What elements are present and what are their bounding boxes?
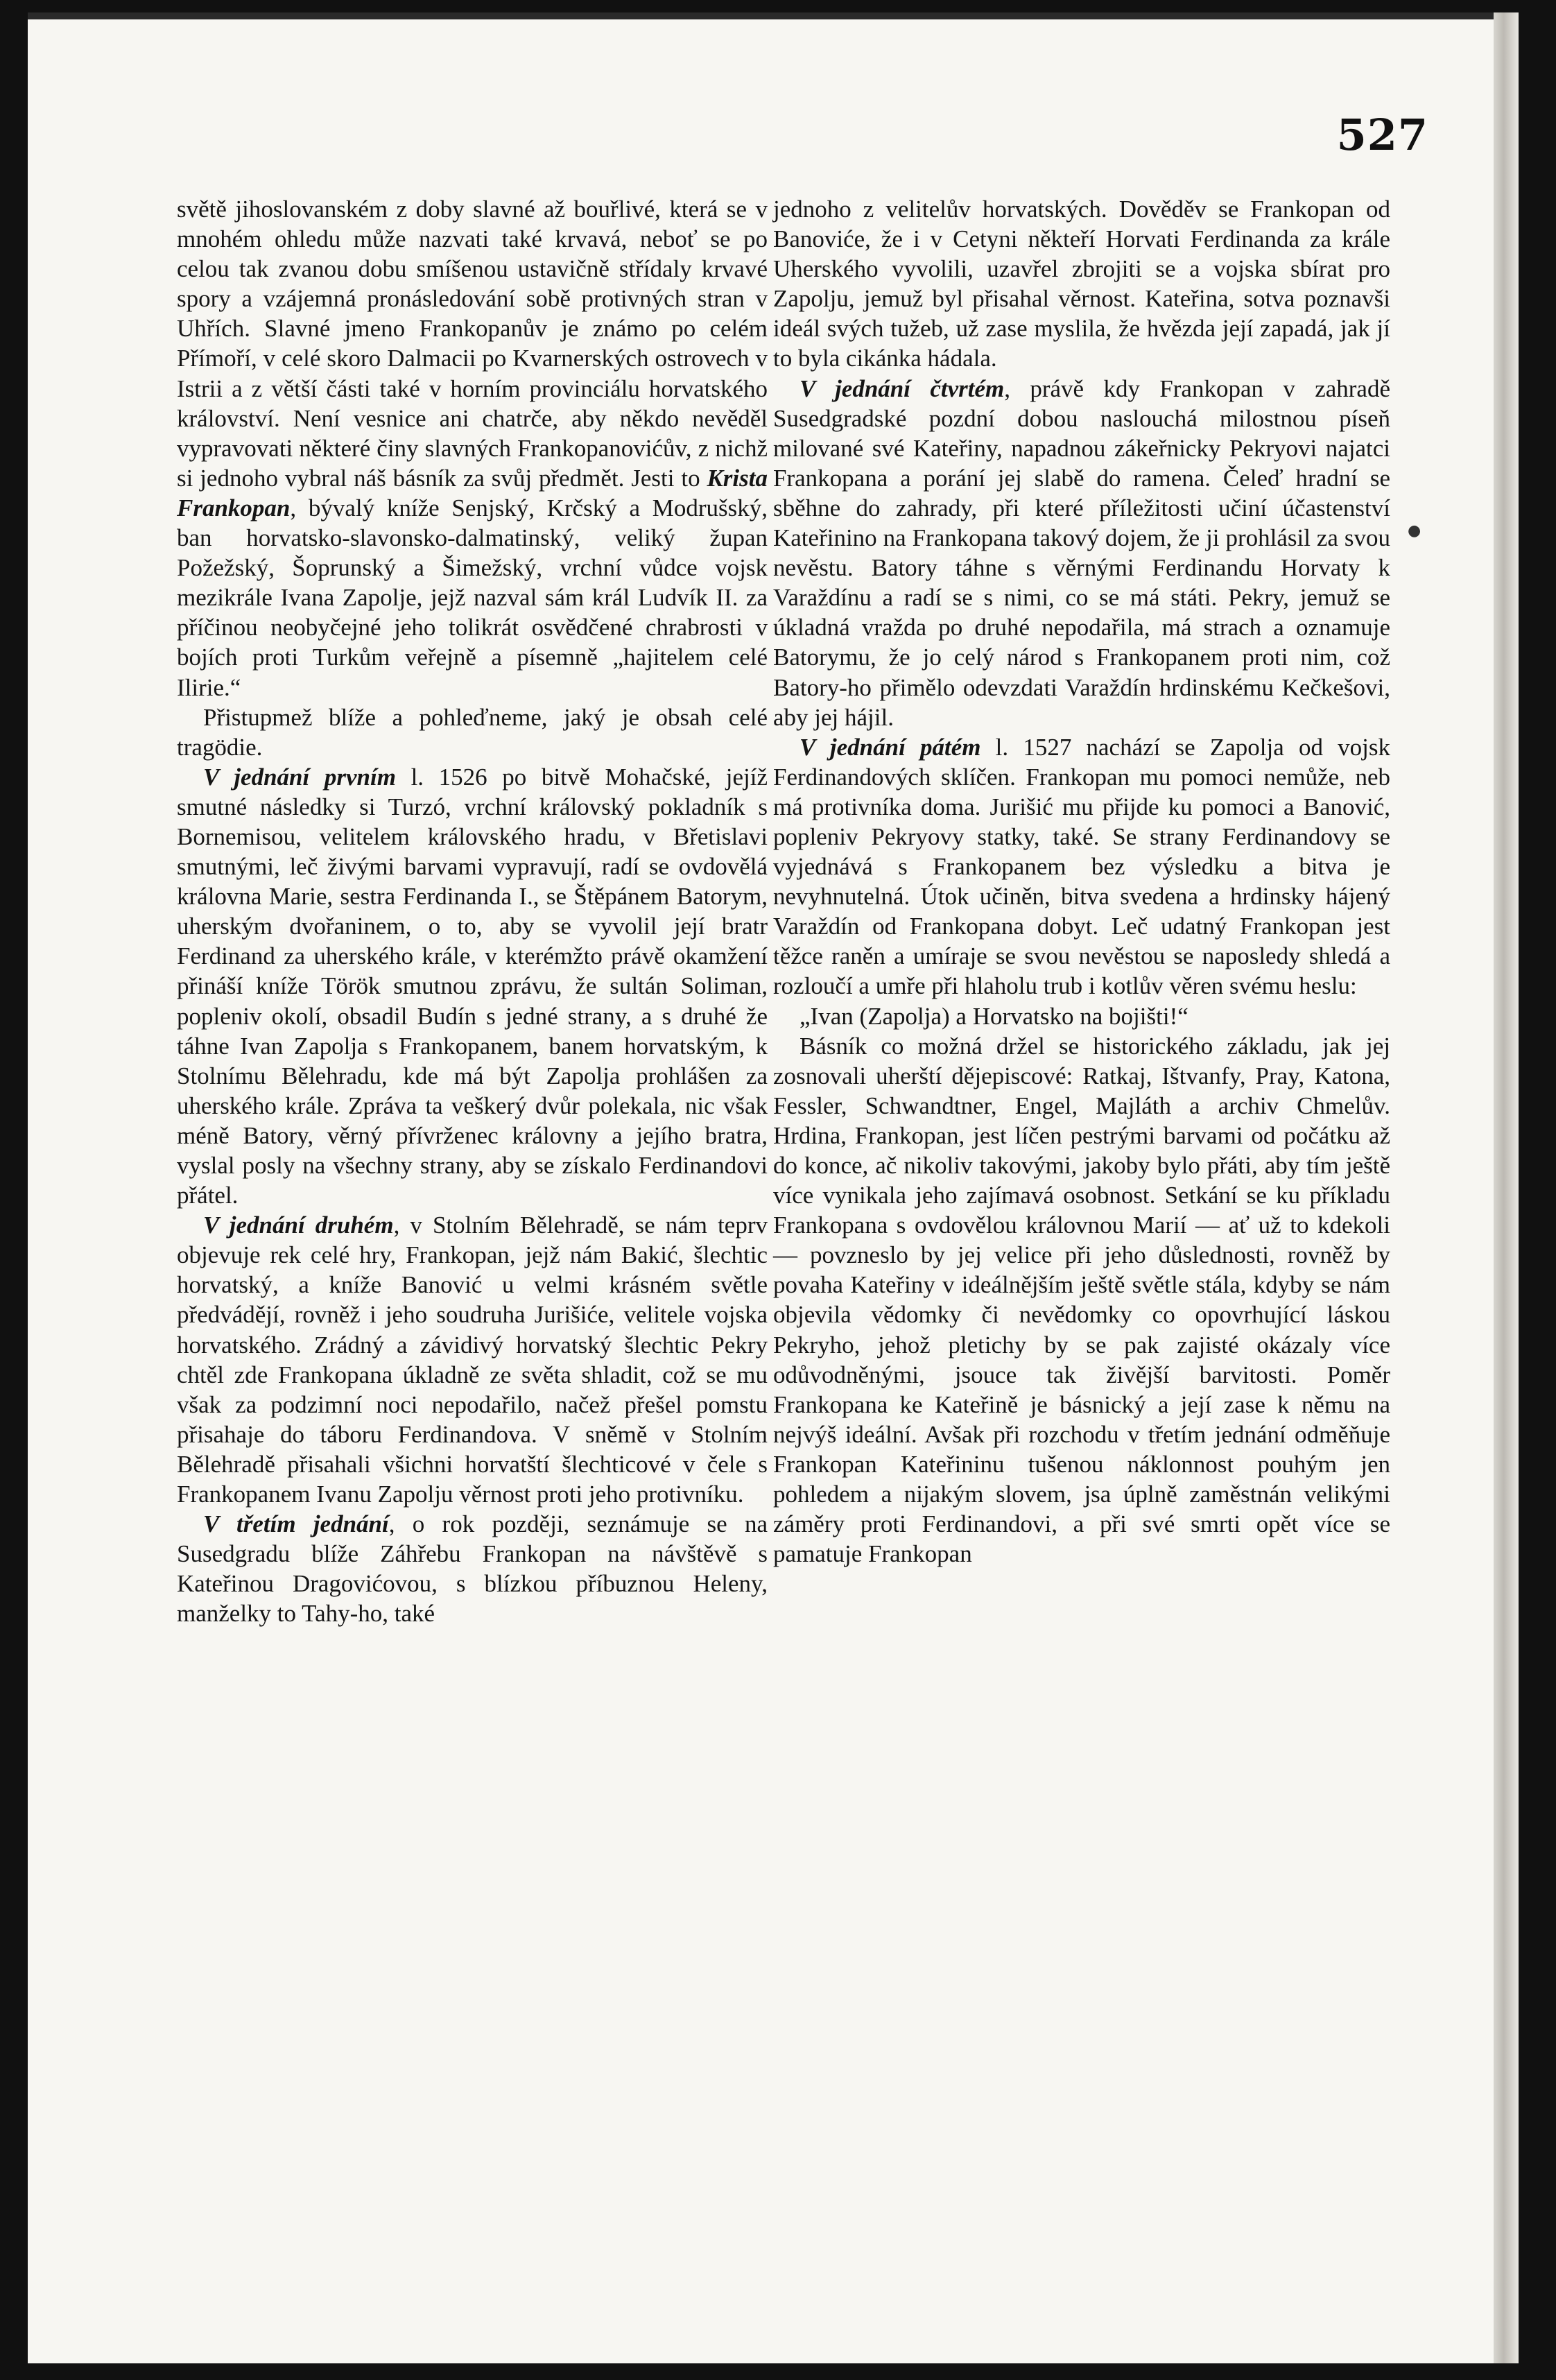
emphasis: Krista Frankopan	[177, 464, 768, 521]
paragraph: Básník co možná držel se historického základu, jak jej zosnovali uherští dějepiscové: Ratkaj, Ištvanfy, Pray, Katona, Fessler, Schwandtner, Engel, Majláth a archiv Chmelův. Hrdina, Frankopan, jest líčen pestrými barvami od počátku až do konce, ač nikoliv takovými, jakoby bylo přáti, aby tím ještě více vynikala jeho zajímavá osobnost. Setkání se ku příkladu Frankopana s ovdovělou královnou Marií — ať už to kdekoli — povzneslo by jej velice při jeho důslednosti, rovněž by povaha Kateřiny v ideálnějším ještě světle stála, kdyby se nám objevila vědomky či nevědomky co opovrhující láskou Pekryho, jehož pletichy by se pak zajisté okázaly více odůvodněnými, jsouce tak živější barvitosti. Poměr Frankopana ke Kateřině je básnický a její zase k němu na nejvýš ideální. Avšak při rozchodu v třetím jednání odměňuje Frankopan Kateřininu tušenou náklonnost pouhým jen pohledem a nijakým slovem, jsa úplně zaměstnán velikými záměry proti Ferdinandovi, a při své smrti opět více se pamatuje Frankopan	[773, 1032, 1390, 1568]
paragraph: V třetím jednání, o rok později, seznámuje se na Susedgradu blíže Záhřebu Frankopan na návštěvě s Kateřinou Dragovićovou, s blízkou příbuznou Heleny, manželky to Tahy-ho, také	[177, 1510, 768, 1628]
act-heading: V jednání čtvrtém	[799, 374, 1005, 402]
paragraph: V jednání čtvrtém, právě kdy Frankopan v zahradě Susedgradské pozdní dobou naslouchá milostnou píseň milované své Kateřiny, napadnou zákeřnicky Pekryovi najatci Frankopana a porání jej slabě do ramena. Čeleď hradní se sběhne do zahrady, při které příležitosti učiní účastenství Kateřinino na Frankopana takový dojem, že ji prohlásil za svou nevěstu. Batory táhne s věrnými Ferdinandu Horvaty k Varaždínu a radí se s nimi, co se má státi. Pekry, jemuž se úkladná vražda po druhé nepodařila, má strach a oznamuje Batorymu, že jo celý národ s Frankopanem proti nim, což Batory-ho přimělo odevzdati Varaždín hrdinskému Kečkešovi, aby jej hájil.	[773, 374, 1390, 731]
left-column	[177, 194, 768, 1629]
right-column	[773, 194, 1390, 1569]
print-speck: ●	[1408, 522, 1421, 540]
paragraph: jednoho z velitelův horvatských. Dověděv se Frankopan od Banoviće, že i v Cetyni někteří Horvati Ferdinanda za krále Uherského vyvolili, uzavřel zbrojiti se a vojska sbírat pro Zapolju, jemuž byl přisahal věrnost. Kateřina, sotva poznavši ideál svých tužeb, už zase myslila, že hvězda její zapadá, jak jí to byla cikánka hádala.	[773, 196, 1390, 372]
page-top-edge	[28, 12, 1519, 19]
quote-line: „Ivan (Zapolja) a Horvatsko na bojišti!“	[799, 1002, 1188, 1030]
act-heading: V třetím jednání	[203, 1510, 389, 1538]
page-binding-edge	[1494, 12, 1519, 2363]
paragraph: světě jihoslovanském z doby slavné až bouřlivé, která se v mnohém ohledu může nazvati také krvavá, neboť se po celou tak zvanou dobu smíšenou ustavičně střídaly krvavé spory a vzájemná pronásledování sobě protivných stran v Uhřích. Slavné jmeno Frankopanův je známo po celém Přímoří, v celé skoro Dalmacii po Kvarnerských ostrovech v Istrii a z větší části také v horním provinciálu horvatského království. Není vesnice ani chatrče, aby někdo nevěděl vypravovati některé činy slavných Frankopanovićův, z nichž si jednoho vybral náš básník za svůj předmět. Jesti to Krista Frankopan, bývalý kníže Senjský, Krčský a Modrušský, ban horvatsko-slavonsko-dalmatinský, veliký župan Požežský, Šoprunský a Šimežský, vrchní vůdce vojsk mezikrále Ivana Zapolje, jejž nazval sám král Ludvík II. za příčinou neobyčejné jeho tolikrát osvědčené chrabrosti v bojích proti Turkům veřejně a písemně „hajitelem celé Ilirie.“	[177, 196, 768, 701]
paragraph: V jednání pátém l. 1527 nachází se Zapolja od vojsk Ferdinandových sklíčen. Frankopan mu pomoci nemůže, neb má protivníka doma. Jurišić mu přijde ku pomoci a Banović, popleniv Pekryovy statky, také. Se strany Ferdinandovy se vyjednává s Frankopanem bez výsledku a bitva je nevyhnutelná. Útok učiněn, bitva svedena a hrdinsky hájený Varaždín od Frankopana dobyt. Leč udatný Frankopan jest těžce raněn a umíraje se svou nevěstou se naposledy shledá a rozloučí a umře při hlaholu trub i kotlův věren svému heslu:	[773, 733, 1391, 1000]
paragraph: V jednání prvním l. 1526 po bitvě Mohačské, jejíž smutné následky si Turzó, vrchní královský pokladník s Bornemisou, velitelem královského hradu, v Břetislavi smutnými, leč živými barvami vypravují, radí se ovdovělá královna Marie, sestra Ferdinanda I., se Štěpánem Batorym, uherským dvořaninem, o to, aby se vyvolil její bratr Ferdinand za uherského krále, v kterémžto právě okamžení přináší kníže Török smutnou zprávu, že sultán Soliman, popleniv okolí, obsadil Budín s jedné strany, a s druhé že táhne Ivan Zapolja s Frankopanem, banem horvatským, k Stolnímu Bělehradu, kde má být Zapolja prohlášen za uherského krále. Zpráva ta veškerý dvůr polekala, nic však méně Batory, věrný přívrženec královny a jejího bratra, vyslal posly na všechny strany, aby se získalo Ferdinandovi přátel.	[177, 763, 768, 1209]
act-heading: V jednání prvním	[203, 763, 396, 791]
page-number: 527	[1336, 110, 1428, 160]
book-page	[28, 12, 1519, 2363]
paragraph: Přistupmež blíže a pohleďneme, jaký je obsah celé tragödie.	[177, 703, 768, 761]
paragraph: V jednání druhém, v Stolním Bělehradě, se nám teprv objevuje rek celé hry, Frankopan, jejž nám Bakić, šlechtic horvatský, a kníže Banović u velmi krásném světle předvádějí, rovněž i jeho soudruha Jurišiće, velitele vojska horvatského. Zrádný a závidivý horvatský šlechtic Pekry chtěl zde Frankopana úkladně ze světa shladit, což se mu však za podzimní noci nepodařilo, načež přešel pomstu přisahaje do táboru Ferdinandova. V sněmě v Stolním Bělehradě přisahali všichni horvatští šlechticové v čele s Frankopanem Ivanu Zapolju věrnost proti jeho protivníku.	[177, 1211, 768, 1508]
act-heading: V jednání pátém	[799, 733, 981, 761]
act-heading: V jednání druhém	[203, 1211, 394, 1239]
